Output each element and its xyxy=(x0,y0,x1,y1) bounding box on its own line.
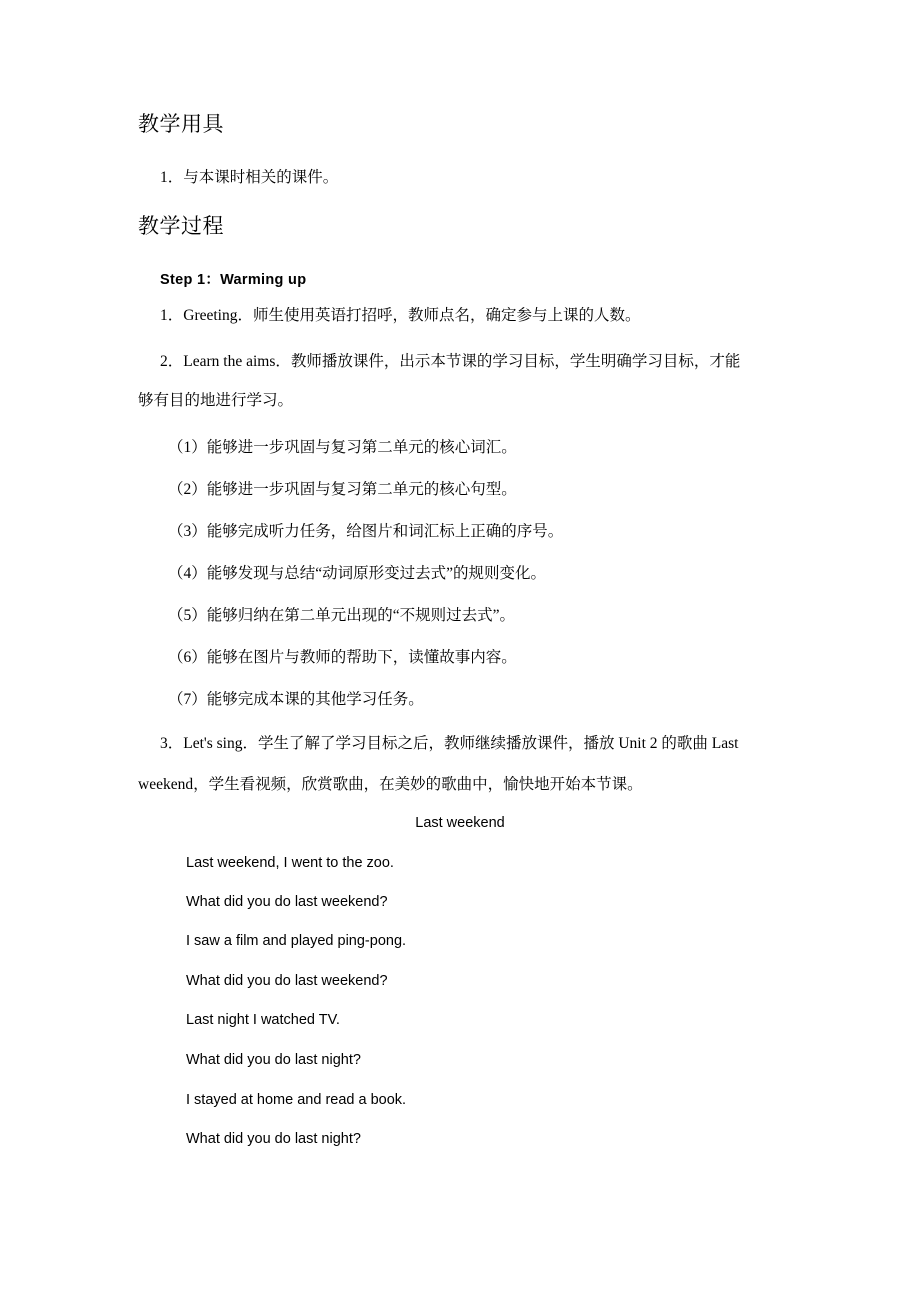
aim-item-4: （4）能够发现与总结“动词原形变过去式”的规则变化。 xyxy=(168,565,547,582)
process-item-2: 2．Learn the aims．教师播放课件，出示本节课的学习目标，学生明确学习目标，才能 xyxy=(160,353,741,370)
process-item-1: 1．Greeting．师生使用英语打招呼，教师点名，确定参与上课的人数。 xyxy=(160,307,641,324)
aim-item-5: （5）能够归纳在第二单元出现的“不规则过去式”。 xyxy=(168,607,516,624)
aim-item-3: （3）能够完成听力任务，给图片和词汇标上正确的序号。 xyxy=(168,523,564,540)
process-item-2-continuation: 够有目的地进行学习。 xyxy=(138,392,294,409)
aim-item-2: （2）能够进一步巩固与复习第二单元的核心句型。 xyxy=(168,481,517,498)
sing-item-line-2: weekend，学生看视频，欣赏歌曲，在美妙的歌曲中，愉快地开始本节课。 xyxy=(138,776,643,793)
song-line-5: Last night I watched TV. xyxy=(186,1012,340,1028)
song-line-3: I saw a film and played ping-pong. xyxy=(186,933,407,949)
aim-item-1: （1）能够进一步巩固与复习第二单元的核心词汇。 xyxy=(168,439,517,456)
song-line-6: What did you do last night? xyxy=(186,1052,361,1068)
section-heading-teaching-process: 教学过程 xyxy=(138,215,224,238)
aim-item-6: （6）能够在图片与教师的帮助下，读懂故事内容。 xyxy=(168,649,517,666)
song-line-1: Last weekend, I went to the zoo. xyxy=(186,855,394,871)
section-heading-teaching-tools: 教学用具 xyxy=(138,113,224,136)
song-line-8: What did you do last night? xyxy=(186,1131,361,1147)
song-title: Last weekend xyxy=(415,815,505,831)
step-1-label: Step 1：Warming up xyxy=(160,272,307,288)
song-line-7: I stayed at home and read a book. xyxy=(186,1092,407,1108)
sing-item-line-1: 3．Let's sing．学生了解了学习目标之后，教师继续播放课件，播放 Unit 2 的歌曲 Last xyxy=(160,735,739,752)
teaching-tools-item-1: 1．与本课时相关的课件。 xyxy=(160,169,339,186)
aim-item-7: （7）能够完成本课的其他学习任务。 xyxy=(168,691,424,708)
song-line-2: What did you do last weekend? xyxy=(186,894,388,910)
song-line-4: What did you do last weekend? xyxy=(186,973,388,989)
